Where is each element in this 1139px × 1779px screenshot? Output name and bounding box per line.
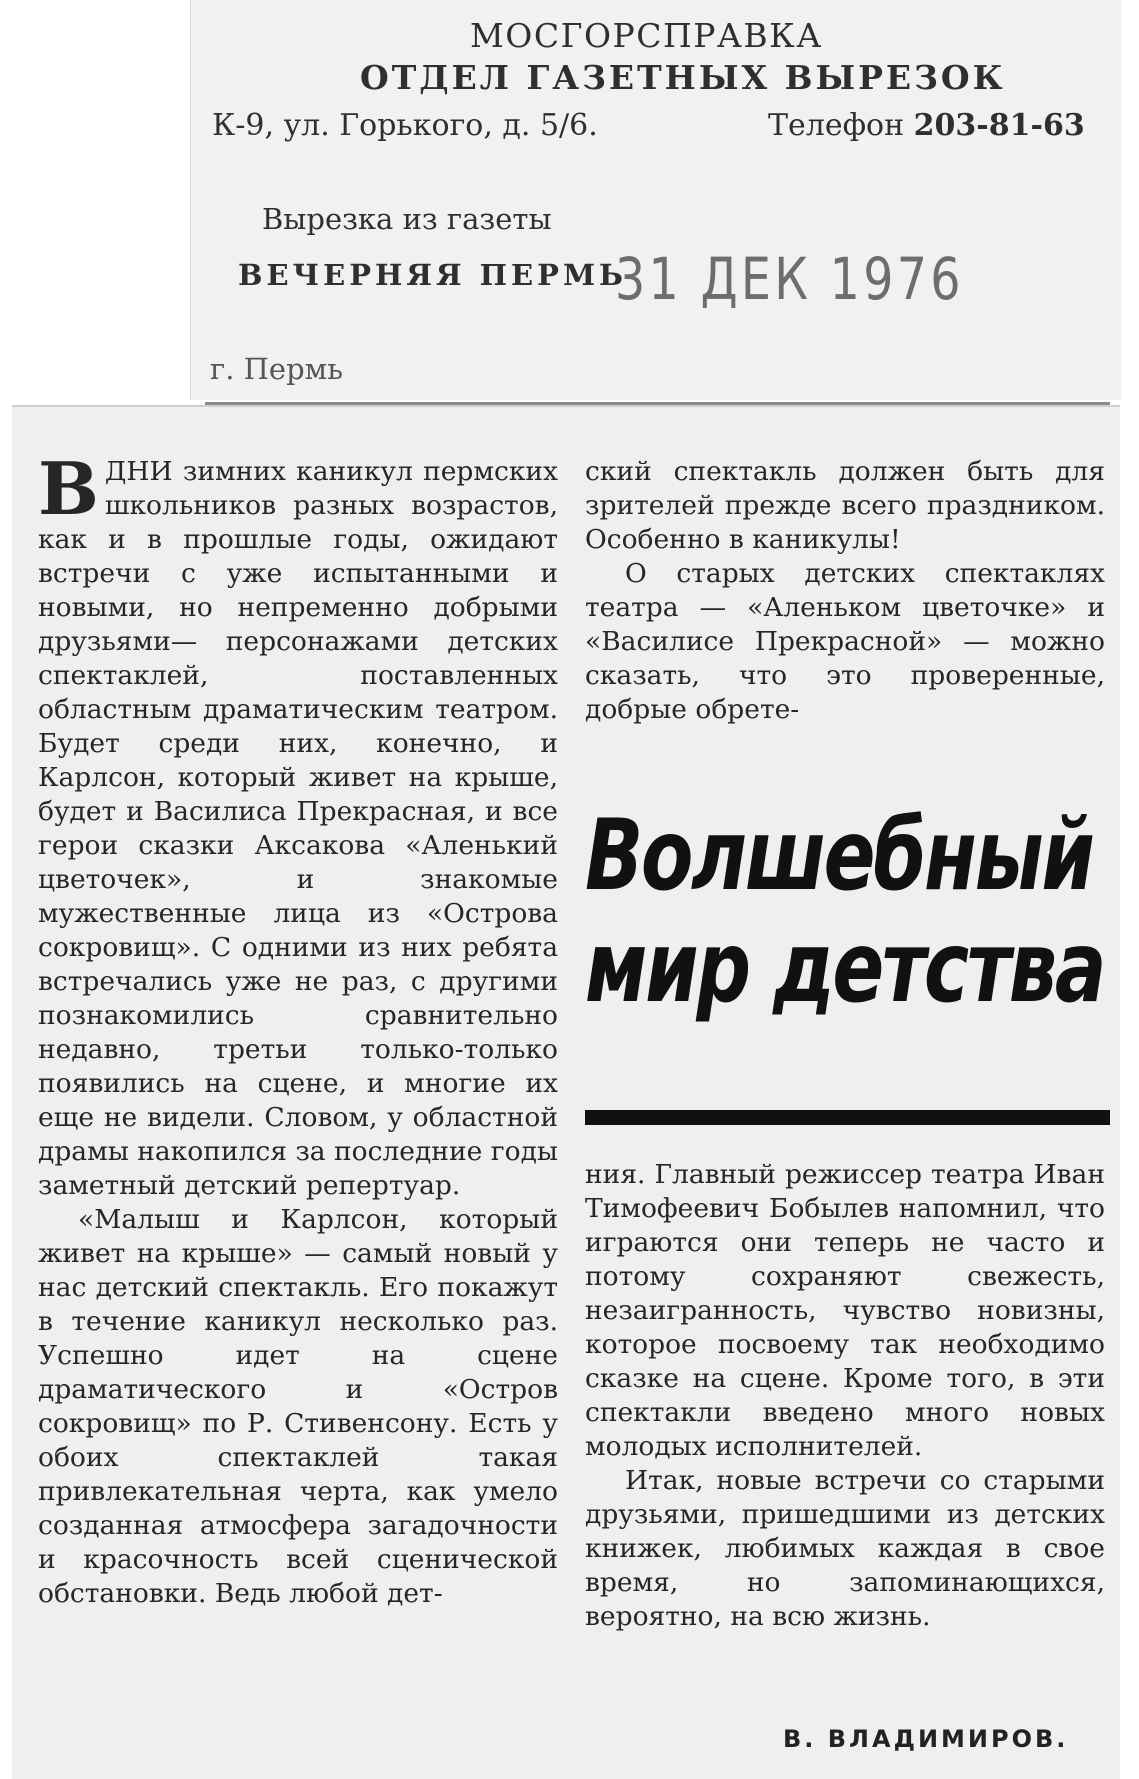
- department-name: ОТДЕЛ ГАЗЕТНЫХ ВЫРЕЗОК: [360, 58, 1006, 97]
- agency-phone: [768, 108, 1085, 143]
- headline-rule: [585, 1110, 1110, 1125]
- phone-number: 203-81-63: [913, 108, 1085, 143]
- cut-from-label: Вырезка из газеты: [262, 202, 552, 236]
- phone-label: Телефон: [768, 108, 905, 143]
- article-paragraph: [38, 446, 558, 1203]
- article-column-right-bottom: [585, 1158, 1105, 1634]
- article-headline: [585, 800, 1110, 1024]
- article-paragraph: Итак, новые встречи со старыми друзьями, пришедшими из детских книжек, любимых каждая в свое время, но запоминающихся, вероятно, на всю жизнь.: [585, 1465, 1105, 1632]
- drop-cap: В: [38, 446, 99, 531]
- article-paragraph: О старых детских спектаклях театра — «Аленьком цветочке» и «Василисе Прекрасной» — можно сказать, что это проверенные, добрые обрете-: [585, 558, 1105, 725]
- agency-name: МОСГОРСПРАВКА: [470, 16, 823, 55]
- article-column-right-top: [585, 455, 1105, 727]
- city-label: г. Пермь: [210, 352, 343, 386]
- article-column-left: [38, 446, 558, 1611]
- date-stamp: 31 ДЕК 1976: [615, 245, 964, 313]
- article-paragraph: «Малыш и Карлсон, который живет на крыше» — самый новый у нас детский спектакль. Его покажут в течение каникул несколько раз. Успешно идет на сцене драматического и «Остров сокровищ» по Р. Стивенсону. Есть у обоих спектаклей такая привлекательная черта, как умело созданная атмосфера загадочности и красочность всей сценической обстановки. Ведь любой дет-: [38, 1204, 558, 1609]
- article-paragraph: ния. Главный режиссер театра Иван Тимофеевич Бобылев напомнил, что играются они теперь не часто и потому сохраняют свежесть, незаигранность, чувство новизны, которое посвоему так необходимо сказке на сцене. Кроме того, в эти спектакли введено много новых молодых исполнителей.: [585, 1159, 1105, 1462]
- headline-line-1: Волшебный: [585, 799, 1093, 913]
- newspaper-name: ВЕЧЕРНЯЯ ПЕРМЬ: [238, 258, 627, 292]
- author-signature: В. ВЛАДИМИРОВ.: [783, 1725, 1069, 1753]
- article-paragraph: ский спектакль должен быть для зрителей прежде всего праздником. Особенно в каникулы!: [585, 456, 1105, 555]
- paragraph-text: ДНИ зимних каникул пермских школьников разных возрастов, как и в прошлые годы, ожидают встречи с уже испытанными и новыми, но непременно добрыми друзьями— персонажами детских спектаклей, поставленных областным драматическим театром. Будет среди них, конечно, и Карлсон, который живет на крыше, будет и Василиса Прекрасная, и все герои сказки Аксакова «Аленький цветочек», и знакомые мужественные лица из «Острова сокровищ». С одними из них ребята встречались уже не раз, с другими познакомились сравнительно недавно, третьи только-только появились на сцене, и многие их еще не видели. Словом, у областной драмы накопился за последние годы заметный детский репертуар.: [38, 456, 558, 1201]
- agency-address: К-9, ул. Горького, д. 5/6.: [212, 108, 598, 143]
- headline-line-2: мир детства: [585, 911, 1105, 1025]
